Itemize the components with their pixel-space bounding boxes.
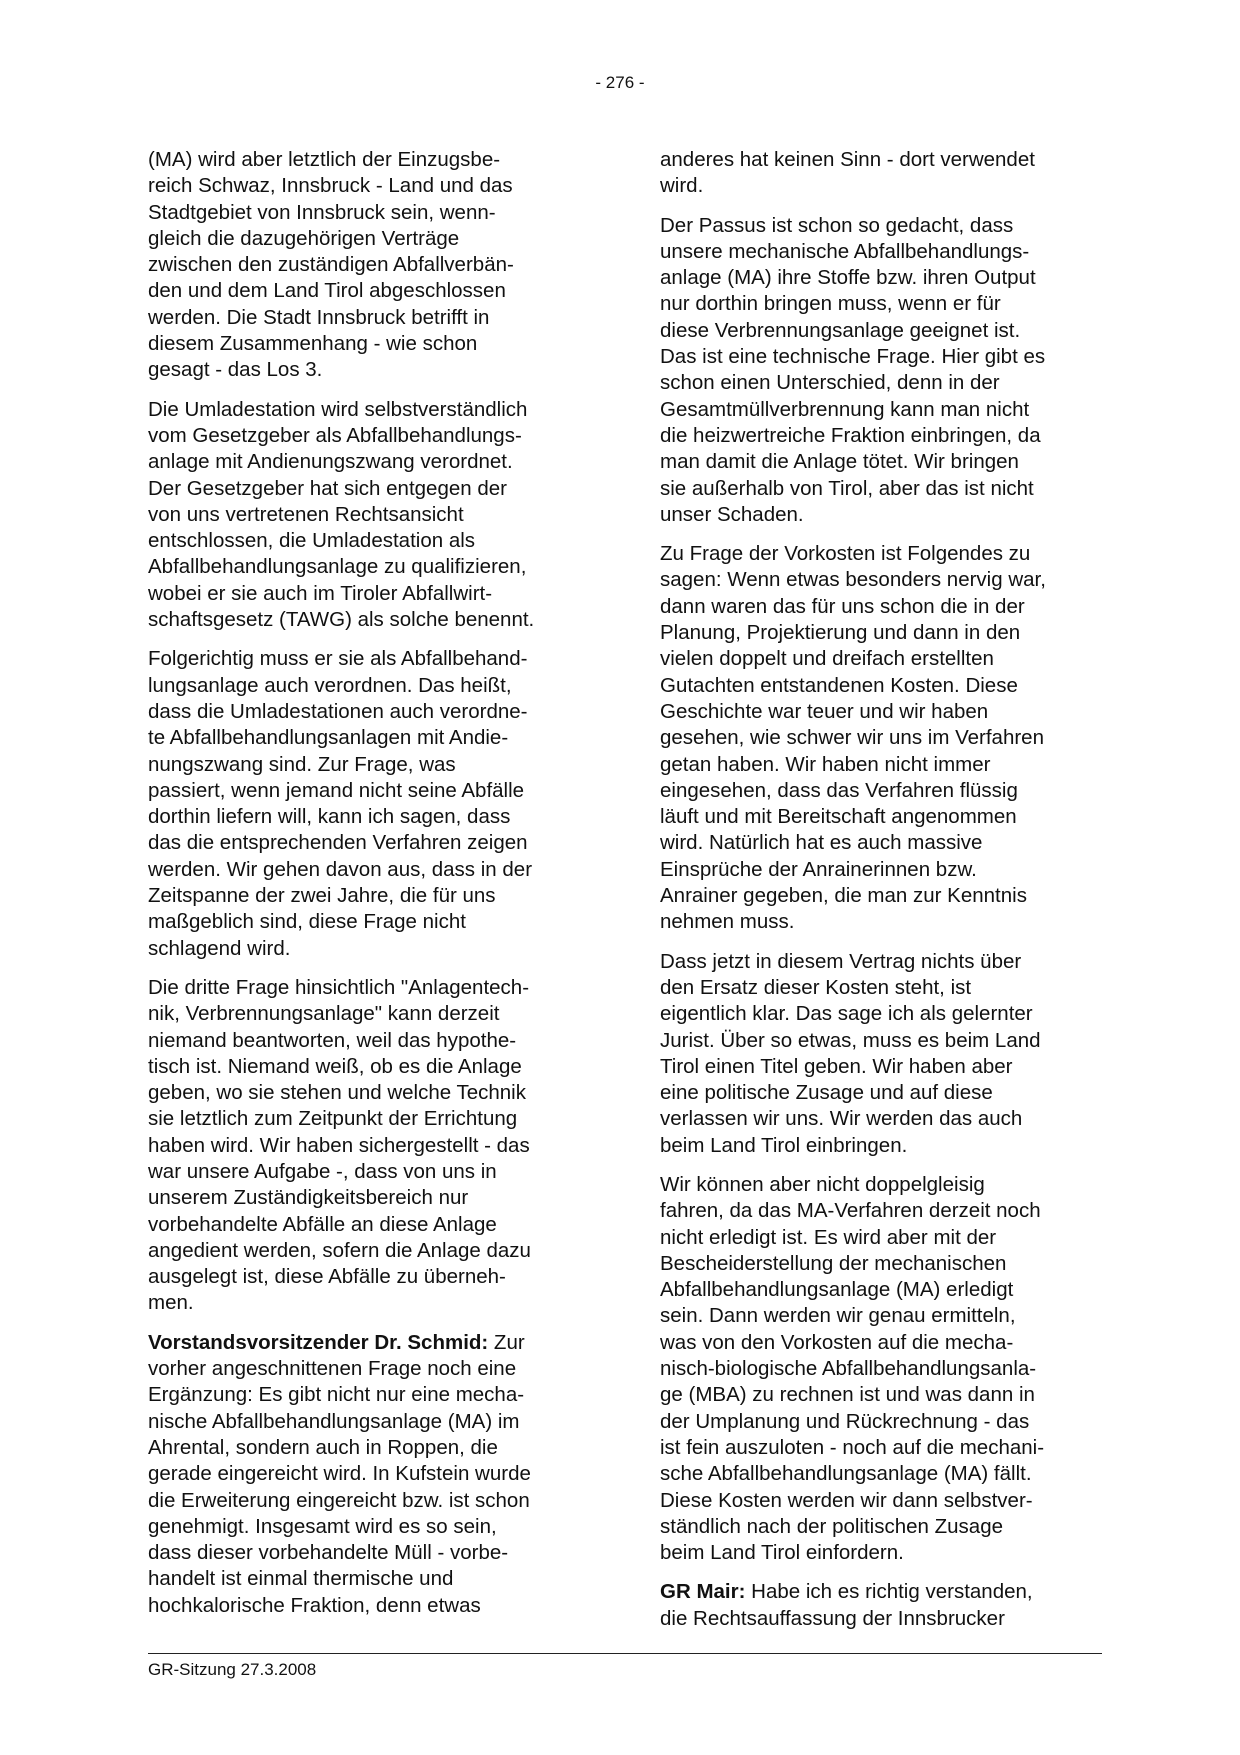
paragraph [660, 1172, 1100, 1566]
text-line: Der Passus ist schon so gedacht, dass [660, 213, 1014, 237]
text-line: den und dem Land Tirol abgeschlossen [148, 279, 506, 303]
text-line: zwischen den zuständigen Abfallverbän- [148, 253, 514, 277]
text-line: Abfallbehandlungsanlage zu qualifizieren, [148, 555, 527, 579]
text-line: schon einen Unterschied, denn in der [660, 371, 1000, 395]
text-line: Planung, Projektierung und dann in den [660, 621, 1021, 645]
page-number: - 276 - [595, 73, 645, 92]
text-line: läuft und mit Bereitschaft angenommen [660, 805, 1017, 829]
text-line: beim Land Tirol einfordern. [660, 1541, 904, 1565]
text-line: Bescheiderstellung der mechanischen [660, 1251, 1007, 1275]
left-column [148, 147, 588, 1632]
text-line: men. [148, 1291, 194, 1315]
speaker-paragraph [660, 1579, 1100, 1632]
text-line: unsere mechanische Abfallbehandlungs- [660, 239, 1030, 263]
text-line: eingesehen, dass das Verfahren flüssig [660, 778, 1018, 802]
text-line: Ergänzung: Es gibt nicht nur eine mecha- [148, 1383, 525, 1407]
text-line: unserem Zuständigkeitsbereich nur [148, 1186, 469, 1210]
text-line: Folgerichtig muss er sie als Abfallbehand- [148, 647, 528, 671]
text-line: schaftsgesetz (TAWG) als solche benennt. [148, 608, 535, 632]
text-line: Dass jetzt in diesem Vertrag nichts über [660, 949, 1022, 973]
paragraph [660, 949, 1100, 1159]
text-line: anlage mit Andienungszwang verordnet. [148, 450, 513, 474]
text-line: maßgeblich sind, diese Frage nicht [148, 910, 466, 934]
text-line: ge (MBA) zu rechnen ist und was dann in [660, 1383, 1035, 1407]
text-line: dass dieser vorbehandelte Müll - vorbe- [148, 1541, 509, 1565]
text-line: wird. Natürlich hat es auch massive [660, 831, 983, 855]
paragraph [148, 397, 588, 634]
text-line: gesehen, wie schwer wir uns im Verfahren [660, 726, 1044, 750]
paragraph [148, 646, 588, 962]
text-line: diesem Zusammenhang - wie schon [148, 332, 478, 356]
text-line: eine politische Zusage und auf diese [660, 1081, 993, 1105]
text-line: was von den Vorkosten auf die mecha- [660, 1330, 1014, 1354]
paragraph [148, 147, 588, 384]
speaker-paragraph [148, 1330, 588, 1619]
text-line: fahren, da das MA-Verfahren derzeit noch [660, 1199, 1041, 1223]
text-line: Zeitspanne der zwei Jahre, die für uns [148, 884, 496, 908]
text-line: sie letztlich zum Zeitpunkt der Errichtung [148, 1107, 518, 1131]
text-line: entschlossen, die Umladestation als [148, 529, 476, 553]
text-line: angedient werden, sofern die Anlage dazu [148, 1238, 531, 1262]
text-line: die heizwertreiche Fraktion einbringen, da [660, 423, 1041, 447]
right-column [660, 147, 1100, 1645]
text-line: war unsere Aufgabe -, dass von uns in [148, 1159, 497, 1183]
text-line: schlagend wird. [148, 936, 291, 960]
paragraph [660, 541, 1100, 935]
text-line: Gutachten entstandenen Kosten. Diese [660, 673, 1018, 697]
text-line: von uns vertretenen Rechtsansicht [148, 502, 464, 526]
paragraph-body [660, 1606, 1100, 1632]
text-line: unser Schaden. [660, 502, 804, 526]
text-line: dass die Umladestationen auch verordne- [148, 699, 528, 723]
text-line: niemand beantworten, weil das hypothe- [148, 1028, 517, 1052]
text-line: die Erweiterung eingereicht bzw. ist schon [148, 1488, 530, 1512]
paragraph [660, 147, 1100, 200]
text-line: hochkalorische Fraktion, denn etwas [148, 1593, 481, 1617]
paragraph [660, 213, 1100, 529]
paragraph [148, 975, 588, 1317]
text-line: wobei er sie auch im Tiroler Abfallwirt- [148, 581, 493, 605]
text-line: vom Gesetzgeber als Abfallbehandlungs- [148, 423, 522, 447]
text-line: nicht erledigt ist. Es wird aber mit der [660, 1225, 997, 1249]
text-line: sein. Dann werden wir genau ermitteln, [660, 1304, 1016, 1328]
text-line: die Rechtsauffassung der Innsbrucker [660, 1606, 1005, 1630]
text-line: werden. Wir gehen davon aus, dass in der [148, 857, 533, 881]
speaker-name: Vorstandsvorsitzender Dr. Schmid: [148, 1330, 489, 1354]
text-line: Die Umladestation wird selbstverständlich [148, 397, 528, 421]
text-line: handelt ist einmal thermische und [148, 1567, 454, 1591]
text-line: wird. [660, 174, 704, 198]
text-line: man damit die Anlage tötet. Wir bringen [660, 450, 1019, 474]
text-line: Der Gesetzgeber hat sich entgegen der [148, 476, 507, 500]
text-line: das die entsprechenden Verfahren zeigen [148, 831, 528, 855]
text-line: eigentlich klar. Das sage ich als gelernter [660, 1002, 1033, 1026]
speaker-line [660, 1579, 1100, 1605]
text-line: vorher angeschnittenen Frage noch eine [148, 1357, 517, 1381]
speaker-name: GR Mair: [660, 1580, 746, 1604]
text-line: ist fein auszuloten - noch auf die mechani- [660, 1435, 1045, 1459]
text-line: anderes hat keinen Sinn - dort verwendet [660, 148, 1035, 171]
text-line: genehmigt. Insgesamt wird es so sein, [148, 1514, 497, 1538]
text-line: Diese Kosten werden wir dann selbstver- [660, 1488, 1033, 1512]
text-line: dorthin liefern will, kann ich sagen, dass [148, 805, 511, 829]
text-line: Ahrental, sondern auch in Roppen, die [148, 1435, 498, 1459]
text-line: Anrainer gegeben, die man zur Kenntnis [660, 884, 1027, 908]
text-line: werden. Die Stadt Innsbruck betrifft in [148, 305, 490, 329]
text-line: passiert, wenn jemand nicht seine Abfälle [148, 778, 525, 802]
text-line: sie außerhalb von Tirol, aber das ist nicht [660, 476, 1034, 500]
text-line: Das ist eine technische Frage. Hier gibt es [660, 345, 1046, 369]
speaker-text: Zur [488, 1330, 525, 1354]
text-line: sagen: Wenn etwas besonders nervig war, [660, 568, 1046, 592]
text-line: Stadtgebiet von Innsbruck sein, wenn- [148, 200, 496, 224]
footer-divider [148, 1653, 1102, 1654]
text-line: nur dorthin bringen muss, wenn er für [660, 292, 1001, 316]
speaker-text: Habe ich es richtig verstanden, [745, 1580, 1033, 1604]
text-line: lungsanlage auch verordnen. Das heißt, [148, 673, 512, 697]
text-line: Zu Frage der Vorkosten ist Folgendes zu [660, 542, 1031, 566]
text-line: Die dritte Frage hinsichtlich "Anlagentech- [148, 975, 530, 999]
text-line: geben, wo sie stehen und welche Technik [148, 1081, 526, 1105]
text-line: tisch ist. Niemand weiß, ob es die Anlage [148, 1054, 522, 1078]
text-line: nehmen muss. [660, 910, 795, 934]
text-line: Jurist. Über so etwas, muss es beim Land [660, 1028, 1041, 1052]
text-line: beim Land Tirol einbringen. [660, 1133, 908, 1157]
text-line: Gesamtmüllverbrennung kann man nicht [660, 397, 1030, 421]
text-line: getan haben. Wir haben nicht immer [660, 752, 991, 776]
text-line: te Abfallbehandlungsanlagen mit Andie- [148, 726, 509, 750]
text-line: Abfallbehandlungsanlage (MA) erledigt [660, 1278, 1014, 1302]
text-line: anlage (MA) ihre Stoffe bzw. ihren Output [660, 266, 1036, 290]
text-line: diese Verbrennungsanlage geeignet ist. [660, 318, 1021, 342]
text-line: nische Abfallbehandlungsanlage (MA) im [148, 1409, 520, 1433]
text-line: ausgelegt ist, diese Abfälle zu überneh- [148, 1265, 506, 1289]
text-line: (MA) wird aber letztlich der Einzugsbe- [148, 148, 501, 171]
speaker-line [148, 1330, 588, 1356]
text-line: verlassen wir uns. Wir werden das auch [660, 1107, 1023, 1131]
text-line: vielen doppelt und dreifach erstellten [660, 647, 994, 671]
text-line: nungszwang sind. Zur Frage, was [148, 752, 456, 776]
text-line: sche Abfallbehandlungsanlage (MA) fällt. [660, 1462, 1032, 1486]
text-line: Tirol einen Titel geben. Wir haben aber [660, 1054, 1013, 1078]
text-line: gesagt - das Los 3. [148, 358, 323, 382]
text-line: nisch-biologische Abfallbehandlungsanla- [660, 1357, 1037, 1381]
paragraph-body [148, 1356, 588, 1619]
footer-text: GR-Sitzung 27.3.2008 [148, 1660, 317, 1679]
text-line: nik, Verbrennungsanlage" kann derzeit [148, 1002, 500, 1026]
text-line: dann waren das für uns schon die in der [660, 594, 1025, 618]
text-line: den Ersatz dieser Kosten steht, ist [660, 975, 972, 999]
text-line: der Umplanung und Rückrechnung - das [660, 1409, 1030, 1433]
text-line: vorbehandelte Abfälle an diese Anlage [148, 1212, 497, 1236]
text-line: gerade eingereicht wird. In Kufstein wurde [148, 1462, 531, 1486]
text-line: Einsprüche der Anrainerinnen bzw. [660, 857, 977, 881]
text-line: haben wird. Wir haben sichergestellt - das [148, 1133, 530, 1157]
text-line: gleich die dazugehörigen Verträge [148, 226, 460, 250]
text-line: reich Schwaz, Innsbruck - Land und das [148, 174, 513, 198]
text-line: Geschichte war teuer und wir haben [660, 699, 989, 723]
text-line: Wir können aber nicht doppelgleisig [660, 1172, 985, 1196]
text-line: ständlich nach der politischen Zusage [660, 1514, 1004, 1538]
